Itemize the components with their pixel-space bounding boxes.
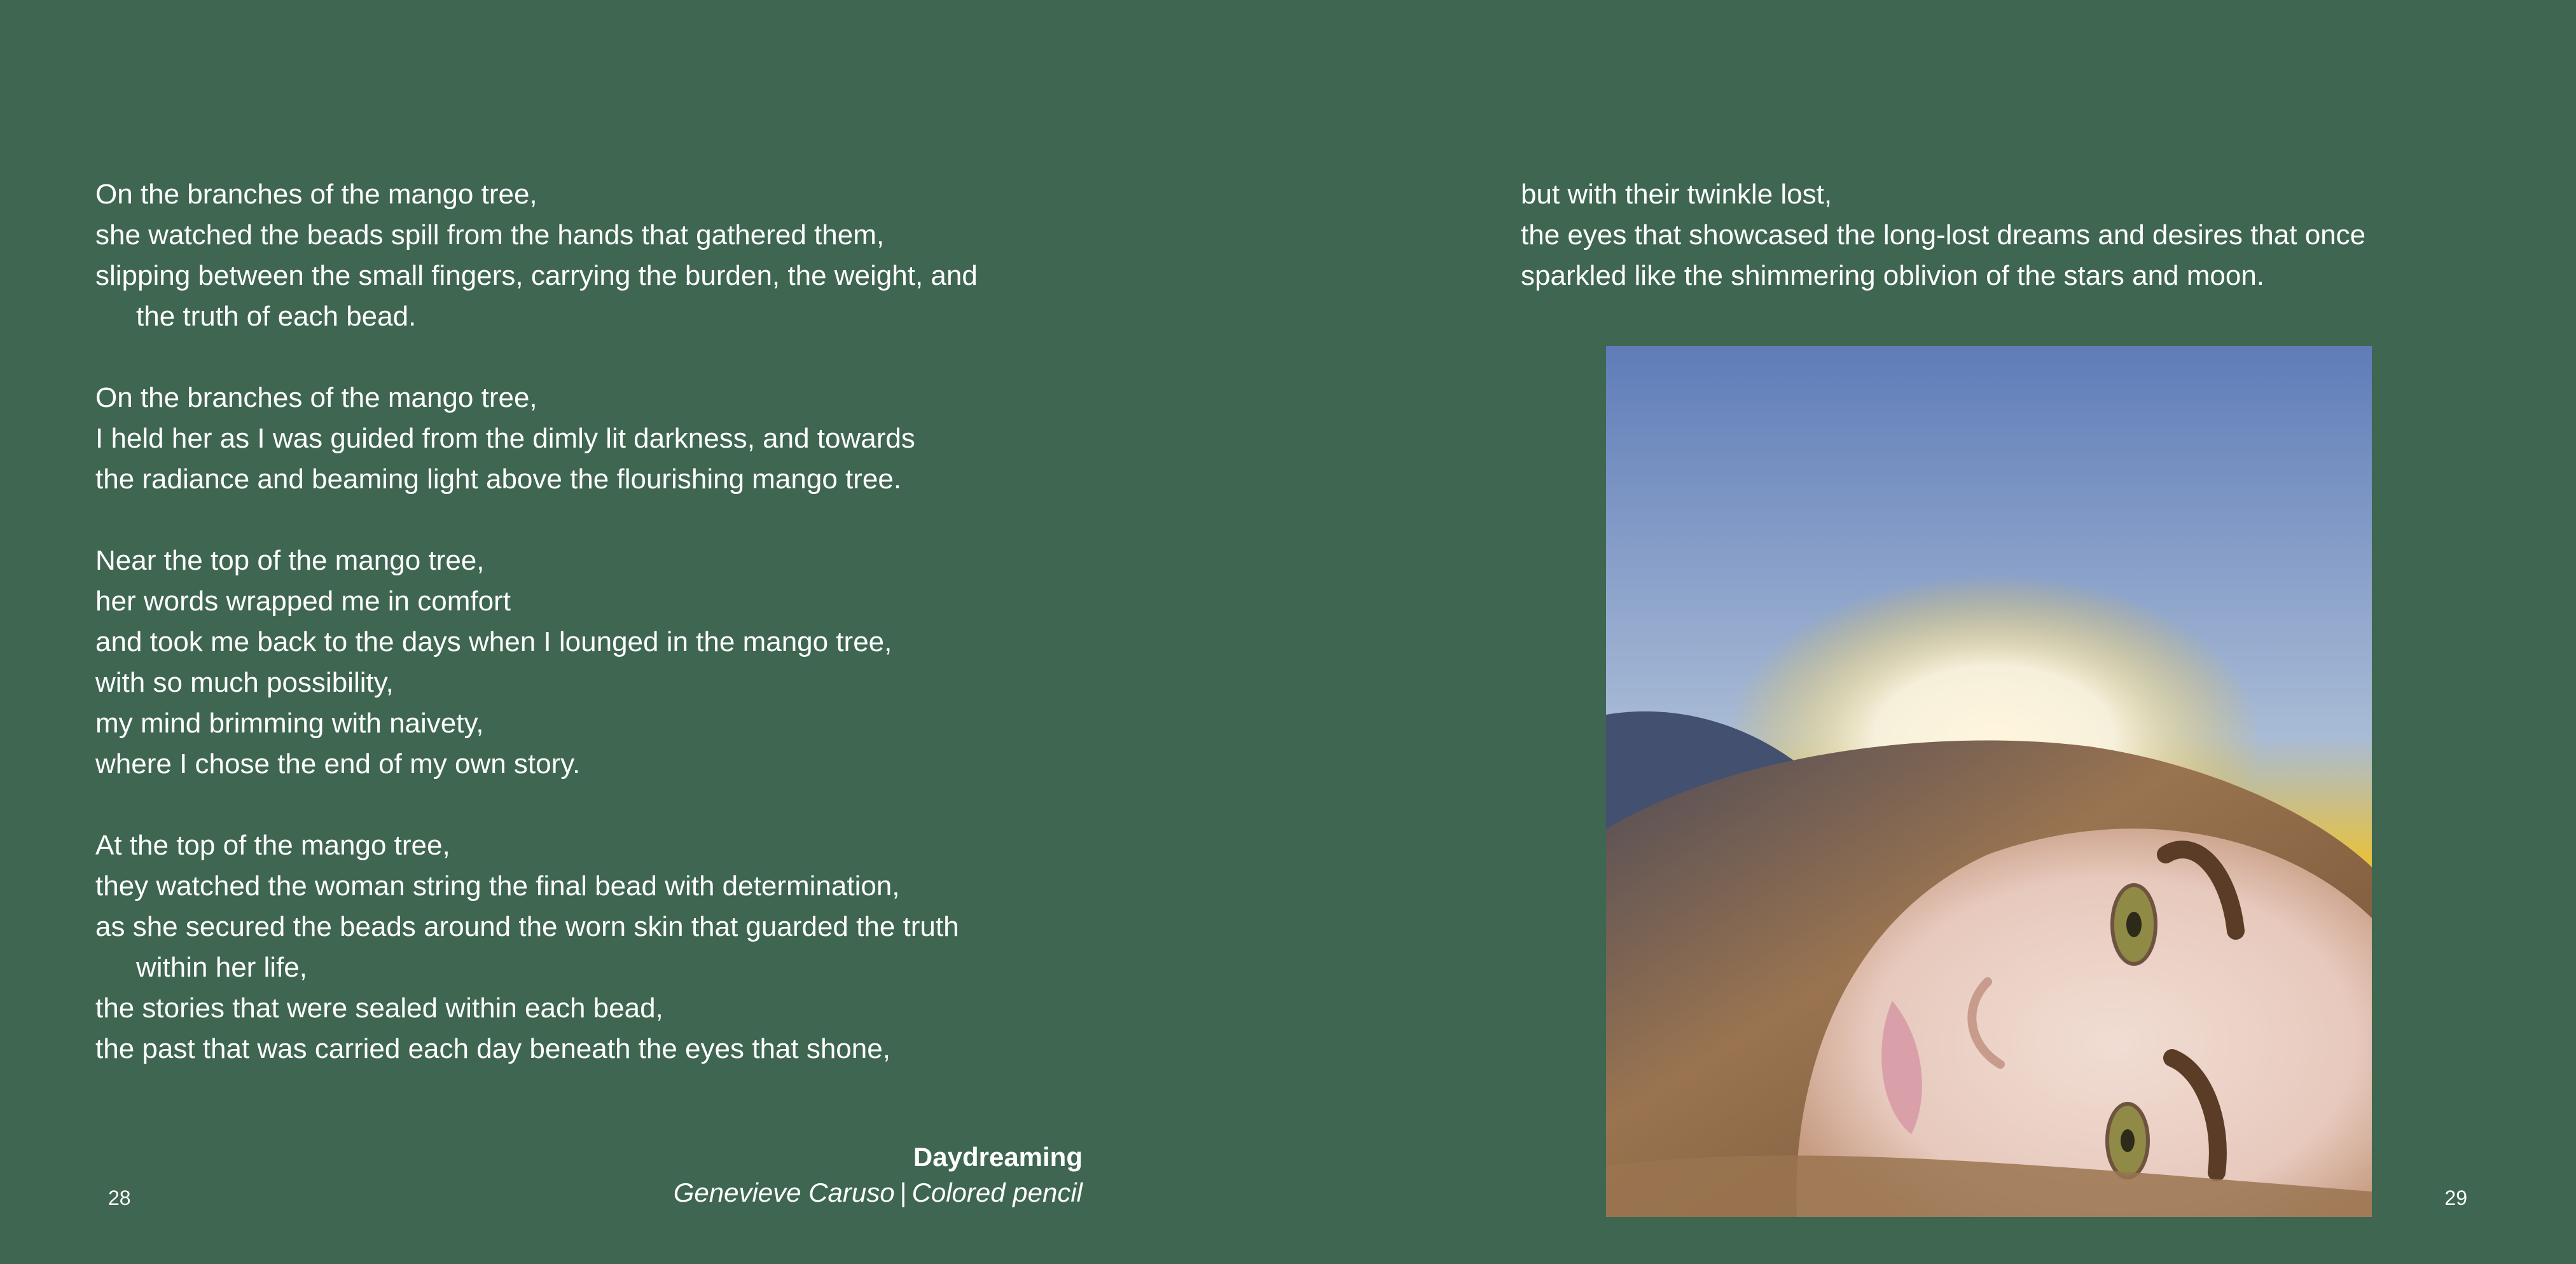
- stanza: [95, 825, 978, 1069]
- poem-line: within her life,: [136, 952, 308, 983]
- page-number-right: 29: [2444, 1186, 2467, 1209]
- poem-line: On the branches of the mango tree,: [95, 382, 537, 413]
- poem-line: I held her as I was guided from the dimly lit darkness, and towards: [95, 423, 915, 454]
- poem-line: with so much possibility,: [95, 667, 394, 698]
- poem-line: the eyes that showcased the long-lost dreams and desires that once: [1521, 219, 2366, 251]
- stanza: [1521, 174, 2365, 296]
- credit-separator: |: [899, 1178, 907, 1207]
- lower-pupil: [2121, 1129, 2135, 1152]
- poem-line: and took me back to the days when I lounged in the mango tree,: [95, 626, 892, 657]
- stanza: [95, 378, 978, 500]
- poem-text-right: [1521, 174, 2365, 296]
- poem-line: her words wrapped me in comfort: [95, 586, 511, 617]
- poem-line: she watched the beads spill from the hands that gathered them,: [95, 219, 885, 251]
- artist-name: Genevieve Caruso: [673, 1178, 895, 1207]
- poem-line: At the top of the mango tree,: [95, 830, 450, 861]
- poem-line: as she secured the beads around the worn skin that guarded the truth: [95, 911, 959, 942]
- poem-line: the past that was carried each day beneath the eyes that shone,: [95, 1033, 890, 1064]
- poem-line: where I chose the end of my own story.: [95, 748, 581, 780]
- poem-line: Near the top of the mango tree,: [95, 545, 485, 576]
- poem-line: they watched the woman string the final bead with determination,: [95, 870, 900, 902]
- poem-line: the truth of each bead.: [136, 301, 417, 332]
- page-number-left: 28: [108, 1186, 131, 1209]
- artwork-medium: Colored pencil: [911, 1178, 1083, 1207]
- poem-text-left: [95, 174, 978, 1069]
- upper-pupil: [2126, 912, 2142, 937]
- stanza: [95, 174, 978, 337]
- poem-line: slipping between the small fingers, carrying the burden, the weight, and: [95, 260, 978, 291]
- stanza: [95, 540, 978, 785]
- artwork-title: Daydreaming: [913, 1142, 1083, 1172]
- poem-line: the stories that were sealed within each bead,: [95, 993, 663, 1024]
- artwork-credit: [674, 1175, 1083, 1211]
- poem-line: sparkled like the shimmering oblivion of the stars and moon.: [1521, 260, 2265, 291]
- poem-line: my mind brimming with naivety,: [95, 708, 484, 739]
- poem-line: the radiance and beaming light above the flourishing mango tree.: [95, 464, 902, 495]
- portrait-artwork-image: [1606, 346, 2372, 1217]
- poem-line: On the branches of the mango tree,: [95, 179, 537, 210]
- artwork-caption: [674, 1139, 1083, 1211]
- right-page: [1288, 0, 2576, 1264]
- poem-line: but with their twinkle lost,: [1521, 179, 1832, 210]
